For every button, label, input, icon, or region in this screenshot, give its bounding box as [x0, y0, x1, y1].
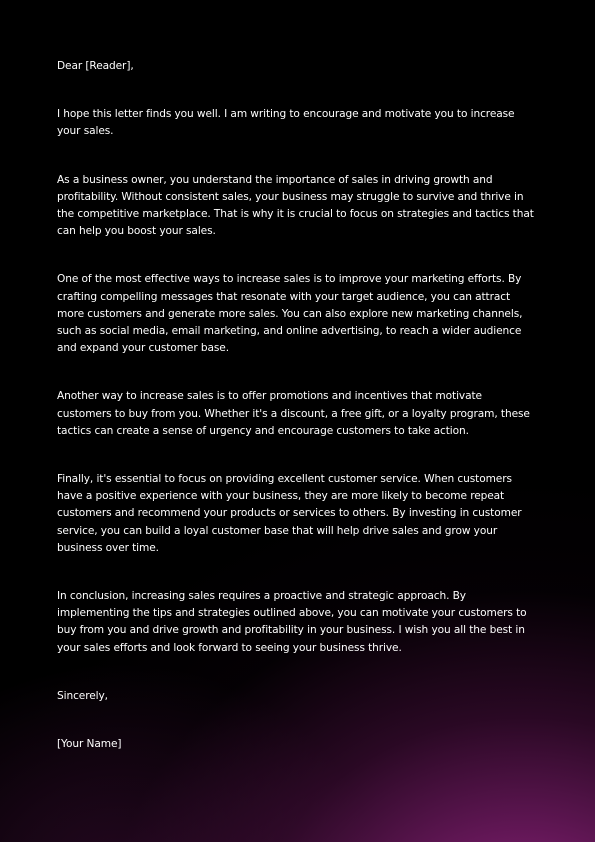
paragraph-importance: As a business owner, you understand the importance of sales in driving growth and profitability. Without consistent sales, your business may struggle to survive and thrive in the competitive marketplace. That is why it is crucial to focus on strategies and tactics that can help you boost your sales.: [57, 173, 534, 238]
signature: [Your Name]: [57, 738, 122, 751]
paragraph-marketing: One of the most effective ways to increase sales is to improve your marketing efforts. By crafting compelling messages that resonate with your target audience, you can attract more customers and generate more sales. You can also explore new marketing channels, such as social media, email marketing, and online advertising, to reach a wider audience and expand your customer base.: [57, 273, 523, 355]
paragraph-customer-service: Finally, it's essential to focus on providing excellent customer service. When customers have a positive experience with your business, they are more likely to become repeat customers and recommend your products or services to others. By investing in customer service, you can build a loyal customer base that will help drive sales and grow your business over time.: [57, 473, 522, 554]
letter-body: [57, 58, 539, 784]
paragraph-promotions: Another way to increase sales is to offer promotions and incentives that motivate customers to buy from you. Whether it's a discount, a free gift, or a loyalty program, these tactics can create a sense of urgency and encourage customers to take action.: [57, 390, 530, 437]
salutation: Dear [Reader],: [57, 60, 134, 72]
paragraph-conclusion: In conclusion, increasing sales requires a proactive and strategic approach. By implementing the tips and strategies outlined above, you can motivate your customers to buy from you and drive growth and profitability in your business. I wish you all the best in your sales efforts and look forward to seeing your business thrive.: [57, 590, 527, 654]
paragraph-intro: I hope this letter finds you well. I am writing to encourage and motivate you to increase your sales.: [57, 108, 515, 138]
closing: Sincerely,: [57, 689, 108, 702]
